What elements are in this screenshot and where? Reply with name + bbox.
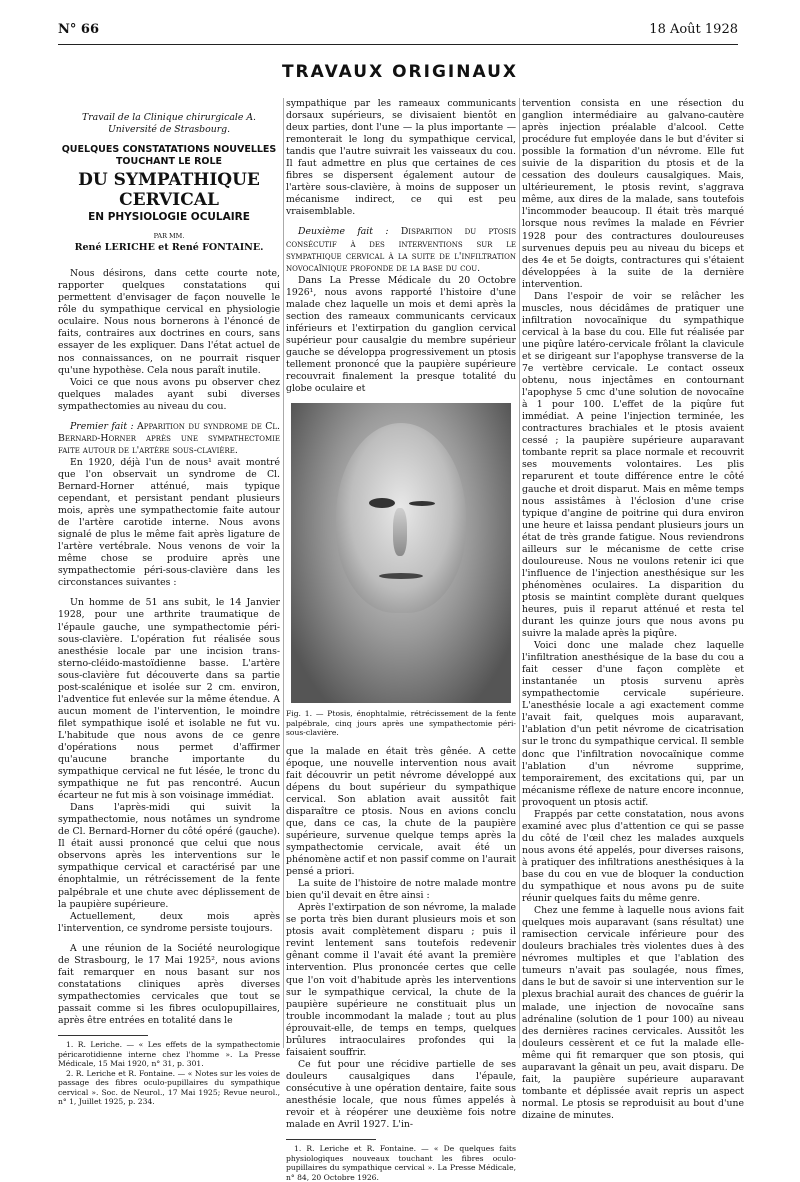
article-title-main: DU SYMPATHIQUE CERVICAL [78, 170, 260, 211]
subsection-heading: Deuxième fait : Disparition du ptosis consécutif à des interventions sur le sympathique cervical à la suite de l'infiltration novocaïnique profonde de la base du cou. [286, 226, 516, 274]
paragraph: Actuellement, deux mois après l'intervention, ce syndrome persiste toujours. [58, 910, 280, 934]
paragraph: Nous désirons, dans cette courte note, rapporter quelques constatations qui permettent d'envisager de façon nouvelle le rôle du sympathique cervical en physiologie oculaire. Nous nous bornerons à l'énoncé de faits, contraires aux doctrines en cours, sans essayer de les expliquer. Dans l'état actuel de nos connaissances, on ne pourrait risquer qu'une hypothèse. Cela nous paraît inutile. [58, 268, 280, 376]
header-rule [58, 44, 738, 45]
par-label: PAR MM. [153, 232, 185, 241]
paragraph: Dans l'après-midi qui suivit la sympathectomie, nous notâmes un syndrome de Cl. Bernard-Horner du côté opéré (gauche). Il était aussi prononcé que celui que nous observons après les interventions sur le sympathique cervical et caractérisé par une énophtalmie, un rétrécissement de la fente palpébrale et une chute avec déplissement de la paupière supérieure. [58, 802, 280, 910]
section-title: TRAVAUX ORIGINAUX [281, 62, 519, 82]
figure-caption: Fig. 1. — Ptosis, énophtalmie, rétrécissement de la fente palpébrale, cinq jours après une sympathectomie péri-sous-clavière. [286, 709, 516, 738]
paragraph: Dans l'espoir de voir se relâcher les muscles, nous décidâmes de pratiquer une infiltration novocaïnique du sympathique cervical à la base du cou. Elle fut réalisée par une piqûre latéro-cervicale frôlant la clavicule et se dirigeant sur l'apophyse transverse de la 7e vertèbre cervicale. Le contact osseux obtenu, nous injectâmes en contournant l'apophyse 5 cmc d'une solution de novocaïne à 1 pour 100. L'effet de la piqûre fut immédiat. A peine l'injection terminée, les contractures brachiales et le ptosis avaient cessé ; la paupière supérieure auparavant tombante reprit sa place normale et recouvrit ses mouvements volontaires. Les plis reparurent et toute différence entre le côté gauche et droit disparut. Mais en même temps nous assistâmes à l'éclosion d'une crise typique d'angine de poitrine qui dura environ une heure et laissa pendant plusieurs jours un état de très grande fatigue. Nous reviendrons ailleurs sur le mécanisme de cette crise douloureuse. Nous ne voulons retenir ici que l'influence de l'injection anesthésique sur les phénomènes oculaires. La disparition du ptosis se maintint complète durant quelques heures, puis il reparut atténué et resta tel durant les quinze jours que nous avons pu suivre la malade après la piqûre. [522, 290, 744, 640]
footnote-rule [58, 1035, 148, 1036]
paragraph: Un homme de 51 ans subit, le 14 Janvier 1928, pour une arthrite traumatique de l'épaule gauche, une sympathectomie péri-sous-clavière. L'opération fut réalisée sous anesthésie locale par une incision trans-sterno-cléido-mastoïdienne basse. L'artère sous-clavière fut découverte dans sa partie post-scalénique et isolée sur 2 cm. environ, l'adventice fut enlevée sur la même étendue. A aucun moment de l'intervention, le moindre filet sympathique isolé et isolable ne fut vu. L'habitude que nous avons de ce genre d'opérations nous permet d'affirmer qu'aucune branche importante du sympathique cervical ne fut lésée, le tronc du sympathique ne fut pas rencontré. Aucun écarteur ne fut mis à son voisinage immédiat. [58, 597, 280, 802]
paragraph: En 1920, déjà l'un de nous¹ avait montré que l'on observait un syndrome de Cl. Bernard-Horner atténué, mais typique cependant, et persistant pendant plusieurs mois, après une sympathectomie faite autour de l'artère carotide interne. Nous avons signalé de plus le même fait après ligature de l'artère vertébrale. Nous venons de voir la même chose se produire après une sympathectomie péri-sous-clavière dans les circonstances suivantes : [58, 456, 280, 589]
column-3 [522, 98, 744, 1121]
affiliation: Travail de la Clinique chirurgicale A. Université de Strasbourg. [82, 112, 256, 136]
paragraph: Dans La Presse Médicale du 20 Octobre 1926¹, nous avons rapporté l'histoire d'une malade chez laquelle un mois et demi après la section des rameaux communicants cervicaux inférieurs et l'extirpation du ganglion cervical supérieur pour causalgie du membre supérieur gauche se développa progressivement un ptosis tellement prononcé que la paupière supérieure recouvrait finalement la presque totalité du globe oculaire et [286, 274, 516, 395]
article-title-line-2: TOUCHANT LE ROLE [115, 156, 223, 168]
paragraph: A une réunion de la Société neurologique de Strasbourg, le 17 Mai 1925², nous avions fait remarquer en nous basant sur nos constatations cliniques après diverses sympathectomies cervicales que tout se passait comme si les fibres oculopupillaires, après être entrées en totalité dans le [58, 942, 280, 1026]
column-divider [283, 98, 284, 1048]
issue-date: 18 Août 1928 [649, 22, 738, 37]
column-1 [58, 98, 280, 1107]
paragraph: Frappés par cette constatation, nous avons examiné avec plus d'attention ce qui se passe du côté de l'œil chez les malades auxquels nous avons été appelés, pour diverses raisons, à pratiquer des infiltrations anesthésiques à la base du cou en vue de bloquer la conduction du sympathique et nous avons pu de suite réunir quelques faits du même genre. [522, 808, 744, 905]
paragraph: sympathique par les rameaux communicants dorsaux supérieurs, se divisaient bientôt en deux parties, dont l'une — la plus importante — remonterait le long du sympathique cervical, tandis que l'autre suivrait les vaisseaux du cou. Il faut admettre en plus que certaines de ces fibres se dispersent également autour de l'artère sous-clavière, à moins de supposer un mécanisme indirect, ce qui est peu vraisemblable. [286, 98, 516, 218]
page-number: N° 66 [58, 22, 99, 37]
paragraph: Voici donc une malade chez laquelle l'infiltration anesthésique de la base du cou a fait cesser d'une façon complète et instantanée un ptosis survenu après sympathectomie cervicale supérieure. L'anesthésie locale a agi exactement comme l'avait fait, quelques mois auparavant, l'ablation d'un petit névrome de cicatrisation sur le tronc du sympathique cervical. Il semble donc que l'infiltration novocaïnique comme l'ablation d'un névrome supprime, temporairement, des excitations qui, par un mécanisme réflexe de nature encore inconnue, provoquent un ptosis actif. [522, 640, 744, 808]
paragraph: que la malade en était très gênée. A cette époque, une nouvelle intervention nous avait fait découvrir un petit névrome développé aux dépens du bout supérieur du sympathique cervical. Son ablation avait aussitôt fait disparaître ce ptosis. Nous en avions conclu que, dans ce cas, la chute de la paupière supérieure, survenue quelque temps après la sympathectomie cervicale, avait été un phénomène actif et non passif comme on l'aurait pensé a priori. [286, 745, 516, 878]
article-title-line-4: EN PHYSIOLOGIE OCULAIRE [88, 211, 250, 224]
paragraph: Ce fut pour une récidive partielle de ses douleurs causalgiques dans l'épaule, consécutive à une opération dentaire, faite sous anesthésie locale, que nous fûmes appelés à revoir et à réopérer une deuxième fois notre malade en Avril 1927. L'in- [286, 1058, 516, 1131]
paragraph: Chez une femme à laquelle nous avions fait quelques mois auparavant (sans résultat) une ramisection cervicale inférieure pour des douleurs brachiales très violentes dues à des névromes multiples et que l'ablation des tumeurs n'avait pas soulagée, nous fîmes, dans le but de savoir si une intervention sur le plexus brachial aurait des chances de guérir la malade, une injection de novocaïne sans adrénaline (solution de 1 pour 100) au niveau des dernières racines cervicales. Aussitôt les douleurs cessèrent et ce fut la malade elle-même qui fit remarquer que son ptosis, qui auparavant la gênait un peu, avait disparu. De fait, la paupière supérieure auparavant tombante et déplissée avait repris un aspect normal. Le ptosis se reproduisit au bout d'une dizaine de minutes. [522, 905, 744, 1121]
column-divider [519, 98, 520, 1048]
paragraph: Après l'extirpation de son névrome, la malade se porta très bien durant plusieurs mois et son ptosis avait complètement disparu ; puis il revint lentement sans toutefois redevenir gênant comme il l'avait été avant la première intervention. Plus prononcée certes que celle que l'on voit d'habitude après les interventions sur le sympathique cervical, la chute de la paupière supérieure ne constituait plus un trouble incommodant la malade ; tout au plus éprouvait-elle, de temps en temps, quelques brûlures intraoculaires profondes qui la faisaient souffrir. [286, 902, 516, 1058]
footnote: 1. R. Leriche. — « Les effets de la sympathectomie péricarotidienne interne chez l'homme ». La Presse Médicale, 15 Mai 1920, n° 31, p. 301. [58, 1040, 280, 1069]
nose [393, 508, 407, 556]
figure-photo [291, 403, 511, 703]
column-2 [286, 98, 516, 1182]
paragraph: Voici ce que nous avons pu observer chez quelques malades ayant subi diverses sympathectomies au niveau du cou. [58, 376, 280, 412]
authors: René LERICHE et René FONTAINE. [74, 242, 264, 254]
paragraph: La suite de l'histoire de notre malade montre bien qu'il devait en être ainsi : [286, 878, 516, 902]
footnote-rule [286, 1139, 376, 1140]
subsection-heading: Premier fait : Apparition du syndrome de Cl. Bernard-Horner après une sympathectomie faite autour de l'artère sous-clavière. [58, 420, 280, 456]
paragraph: tervention consista en une résection du ganglion intermédiaire au galvano-cautère après injection préalable d'alcool. Cette procédure fut employée dans le but d'éviter si possible la formation d'un névrome. Elle fut suivie de la disparition du ptosis et de la cessation des douleurs causalgiques. Mais, ultérieurement, le ptosis revint, s'aggrava même, aux dires de la malade, sans toutefois l'incommoder beaucoup. Il était très marqué lorsque nous revîmes la malade en Février 1928 pour des contractures douloureuses survenues depuis peu au niveau du biceps et des 4e et 5e doigts, contractures qui s'étaient développées à la suite de la dernière intervention. [522, 98, 744, 290]
running-header [58, 22, 738, 40]
article-title-line-1: QUELQUES CONSTATATIONS NOUVELLES [61, 144, 277, 156]
footnote: 2. R. Leriche et R. Fontaine. — « Notes sur les voies de passage des fibres oculo-pupillaires du sympathique cervical ». Soc. de Neurol., 17 Mai 1925; Revue neurol., n° 1, Juillet 1925, p. 234. [58, 1068, 280, 1107]
footnote: 1. R. Leriche et R. Fontaine. — « De quelques faits physiologiques nouveaux touchant les fibres oculo-pupillaires du sympathique cervical ». La Presse Médicale, n° 84, 20 Octobre 1926. [286, 1144, 516, 1182]
